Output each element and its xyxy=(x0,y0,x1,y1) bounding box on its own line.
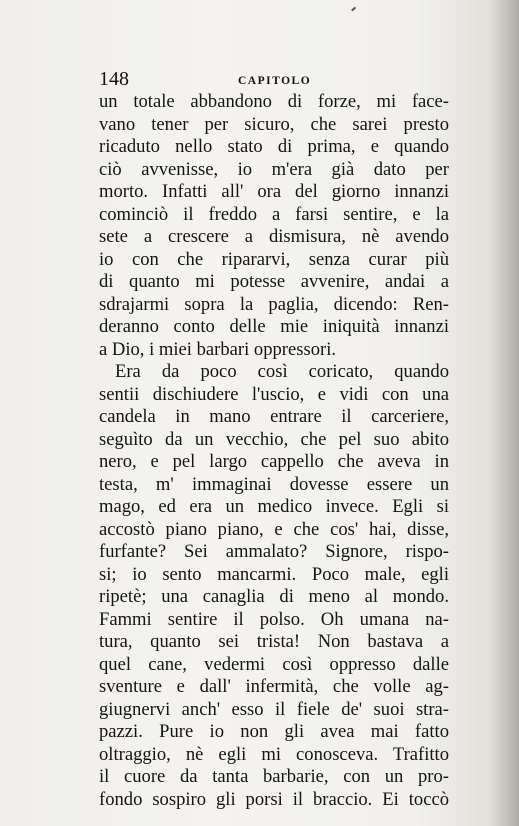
text-line: accostò piano piano, e che cos' hai, disse, xyxy=(99,518,449,540)
specks xyxy=(351,7,356,11)
text-line: ciò avvenisse, io m'era già dato per xyxy=(99,158,449,180)
text-line: fondo sospiro gli porsi il braccio. Ei toccò xyxy=(99,788,449,810)
text-line: Fammi sentire il polso. Oh umana na- xyxy=(99,608,449,630)
text-line: seguìto da un vecchio, che pel suo abito xyxy=(99,428,449,450)
text-line: un totale abbandono di forze, mi face- xyxy=(99,91,449,112)
page-number: 148 xyxy=(99,68,129,90)
text-line: io con che ripararvi, senza curar più xyxy=(99,248,449,270)
text-line: vano tener per sicuro, che sarei presto xyxy=(99,113,449,135)
text-line: di quanto mi potesse avvenire, andai a xyxy=(99,271,449,292)
text-line: tura, quanto sei trista! Non bastava a xyxy=(99,631,449,652)
text-line: morto. Infatti all' ora del giorno innanzi xyxy=(99,181,449,202)
text-line: ricaduto nello stato di prima, e quando xyxy=(99,136,449,157)
text-line: a Dio, i miei barbari oppressori. xyxy=(99,338,337,360)
page-gutter-shadow xyxy=(489,0,519,826)
paragraph-start-line: Era da poco così coricato, quando xyxy=(115,361,449,382)
text-line: ripetè; una canaglia di meno al mondo. xyxy=(99,586,449,607)
text-line: cominciò il freddo a farsi sentire, e la xyxy=(99,203,449,225)
text-line: candela in mano entrare il carceriere, xyxy=(99,406,449,427)
text-line: testa, m' immaginai dovesse essere un xyxy=(99,473,449,495)
text-line: sentii dischiudere l'uscio, e vidi con una xyxy=(99,383,449,405)
text-line: furfante? Sei ammalato? Signore, rispo- xyxy=(99,541,449,562)
text-line: il cuore da tanta barbarie, con un pro- xyxy=(99,766,449,787)
text-line: nero, e pel largo cappello che aveva in xyxy=(99,451,449,472)
text-line: oltraggio, nè egli mi conosceva. Trafitto xyxy=(99,743,449,765)
text-line: sdrajarmi sopra la paglia, dicendo: Ren- xyxy=(99,293,449,315)
text-line: pazzi. Pure io non gli avea mai fatto xyxy=(99,721,449,742)
text-line: sventure e dall' infermità, che volle ag- xyxy=(99,676,449,697)
text-line: si; io sento mancarmi. Poco male, egli xyxy=(99,563,449,585)
text-line: sete a crescere a dismisura, nè avendo xyxy=(99,226,449,247)
page-header xyxy=(99,68,444,92)
text-line: mago, ed era un medico invece. Egli si xyxy=(99,496,449,517)
text-line: deranno conto delle mie iniquità innanzi xyxy=(99,316,449,337)
text-line: quel cane, vedermi così oppresso dalle xyxy=(99,653,449,675)
body-text xyxy=(99,91,449,811)
text-line: giugnervi anch' esso il fiele de' suoi stra- xyxy=(99,698,449,720)
running-head: CAPITOLO xyxy=(238,75,312,87)
